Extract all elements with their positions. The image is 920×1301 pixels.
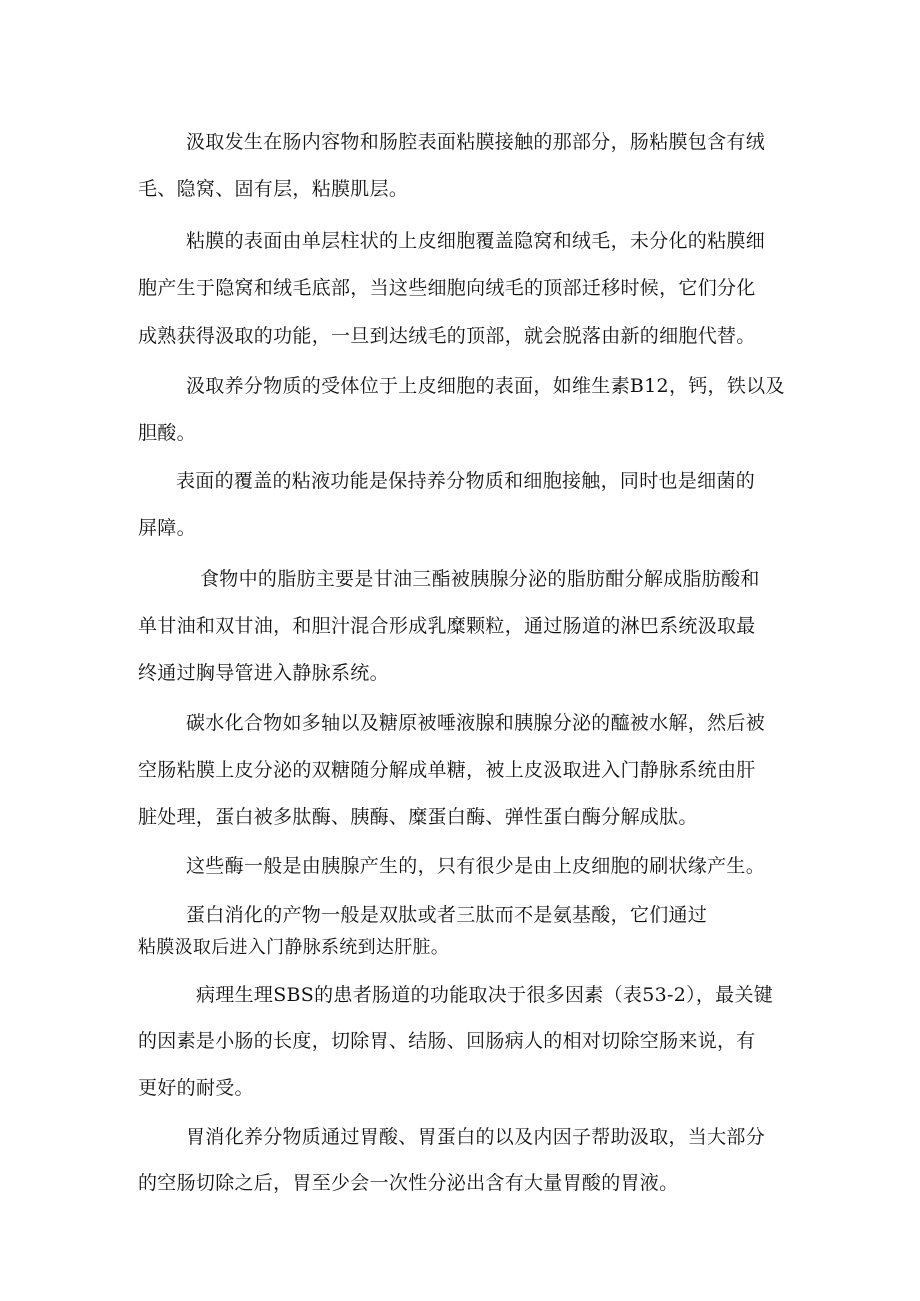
text-line: 碳水化合物如多轴以及糖原被唾液腺和胰腺分泌的醯被水解，然后被 <box>186 712 766 734</box>
text-line: 表面的覆盖的粘液功能是保持养分物质和细胞接触，同时也是细菌的 <box>176 470 756 492</box>
text-line: 蛋白消化的产物一般是双肽或者三肽而不是氨基酸，它们通过 <box>186 904 708 926</box>
text-line: 成熟获得汲取的功能，一旦到达绒毛的顶部，就会脱落由新的细胞代替。 <box>138 325 756 347</box>
text-line: 汲取发生在肠内容物和肠腔表面粘膜接触的那部分，肠粘膜包含有绒 <box>186 131 766 153</box>
text-line: 胃消化养分物质通过胃酸、胃蛋白的以及内因子帮助汲取，当大部分 <box>186 1126 766 1148</box>
text-line: 的因素是小肠的长度，切除胃、结肠、回肠病人的相对切除空肠来说，有 <box>138 1030 756 1052</box>
text-line: 空肠粘膜上皮分泌的双糖随分解成单糖，被上皮汲取进入门静脉系统由肝 <box>138 759 756 781</box>
text-line: 终通过胸导管进入静脉系统。 <box>138 662 389 684</box>
text-line: 胞产生于隐窝和绒毛底部，当这些细胞向绒毛的顶部迁移时候，它们分化 <box>138 277 756 299</box>
text-line: 食物中的脂肪主要是甘油三酯被胰腺分泌的脂肪酣分解成脂肪酸和 <box>200 568 760 590</box>
text-line: 单甘油和双甘油，和胆汁混合形成乳糜颗粒，通过肠道的淋巴系统汲取最 <box>138 615 756 637</box>
text-line: 这些酶一般是由胰腺产生的，只有很少是由上皮细胞的刷状缘产生。 <box>186 855 766 877</box>
text-line: 毛、隐窝、固有层，粘膜肌层。 <box>138 178 409 200</box>
text-line: 粘膜的表面由单层柱状的上皮细胞覆盖隐窝和绒毛，未分化的粘膜细 <box>186 230 766 252</box>
text-line: 屏障。 <box>138 517 196 539</box>
text-line: 更好的耐受。 <box>138 1077 254 1099</box>
text-line: 脏处理，蛋白被多肽酶、胰酶、糜蛋白酶、弹性蛋白酶分解成肽。 <box>138 806 698 828</box>
text-line: 病理生理SBS的患者肠道的功能取决于很多因素（表53-2），最关键 <box>196 984 774 1006</box>
text-line: 胆酸。 <box>138 422 196 444</box>
text-line: 汲取养分物质的受体位于上皮细胞的表面，如维生素B12，钙，铁以及 <box>186 375 785 397</box>
text-line: 的空肠切除之后，胃至少会一次性分泌出含有大量胃酸的胃液。 <box>138 1172 679 1194</box>
text-line: 粘膜汲取后进入门静脉系统到达肝脏。 <box>138 937 450 958</box>
